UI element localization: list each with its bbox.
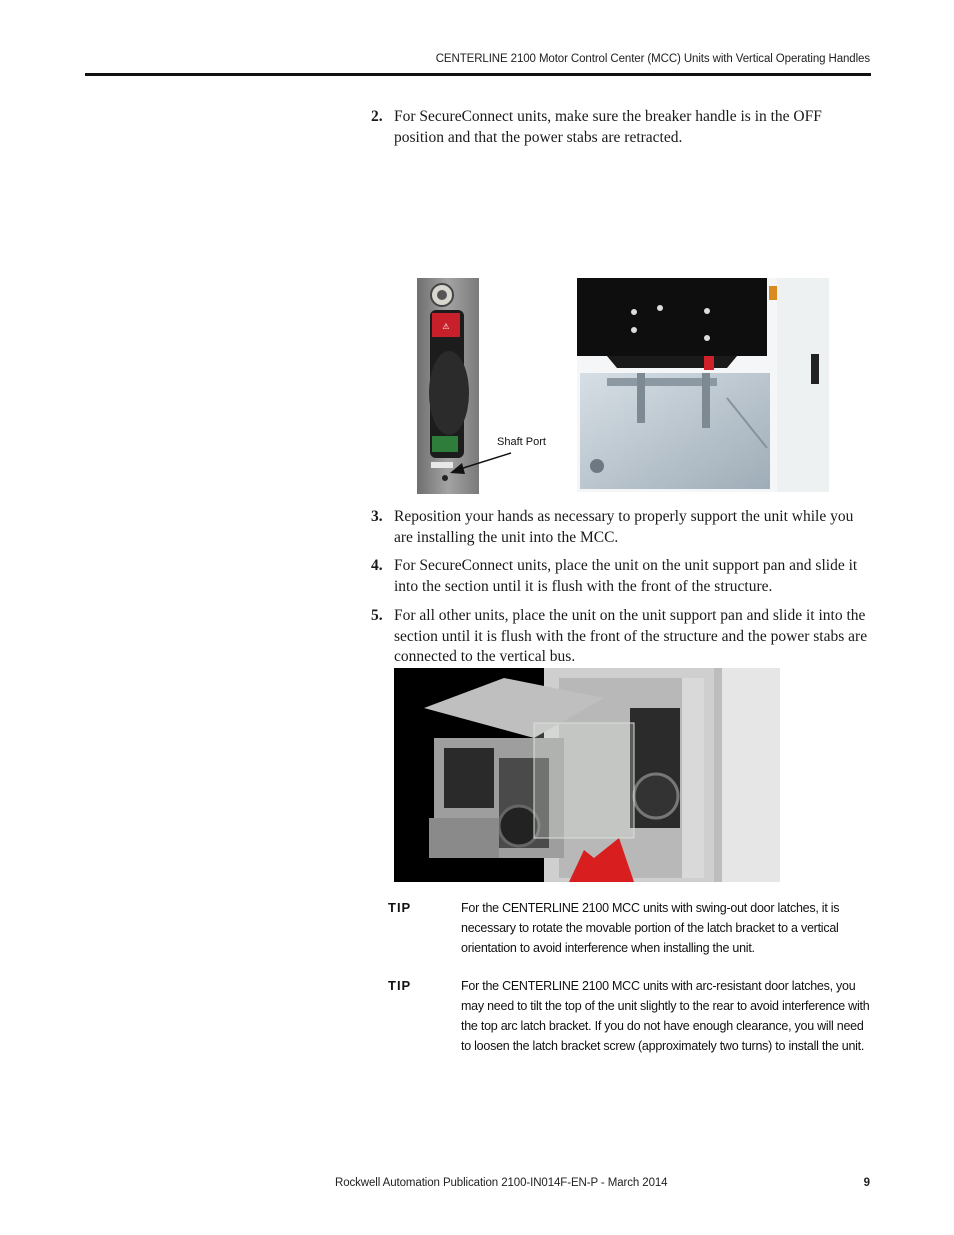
footer-publication: Rockwell Automation Publication 2100-IN014F-EN-P - March 2014	[335, 1177, 668, 1189]
step-4	[371, 556, 871, 597]
step-2	[371, 107, 871, 148]
unit-photo	[577, 278, 829, 492]
step-number: 3.	[371, 508, 383, 525]
tip-label: TIP	[388, 978, 412, 993]
step-number: 4.	[371, 557, 383, 574]
tip-text: For the CENTERLINE 2100 MCC units with arc-resistant door latches, you may need to tilt the top of the unit slightly to the rear to avoid interference with the top arc latch bracket. If you do not have enough clearance, you will need to loosen the latch bracket screw (approximately two turns) to install the unit.	[461, 979, 870, 1053]
page-number: 9	[863, 1177, 870, 1189]
step-text: Reposition your hands as necessary to properly support the unit while you are installing the unit into the MCC.	[394, 508, 854, 546]
shaft-port-callout: Shaft Port	[497, 436, 546, 448]
running-header: CENTERLINE 2100 Motor Control Center (MCC) Units with Vertical Operating Handles	[435, 53, 870, 65]
step-5	[371, 606, 871, 668]
step-number: 5.	[371, 607, 383, 624]
tip-label: TIP	[388, 900, 412, 915]
step-text: For SecureConnect units, place the unit on the unit support pan and slide it into the section until it is flush with the front of the structure.	[394, 557, 858, 595]
step-text: For SecureConnect units, make sure the breaker handle is in the OFF position and that the power stabs are retracted.	[394, 108, 822, 146]
step-number: 2.	[371, 108, 383, 125]
step-3	[371, 507, 871, 548]
header-rule	[85, 73, 871, 76]
svg-text:⚠: ⚠	[442, 322, 450, 331]
unit-insertion-illustration	[394, 668, 780, 882]
callout-arrow	[446, 450, 516, 476]
tip-text: For the CENTERLINE 2100 MCC units with swing-out door latches, it is necessary to rotate the movable portion of the latch bracket to a vertical orientation to avoid interference when installing the unit.	[461, 901, 840, 955]
step-text: For all other units, place the unit on the unit support pan and slide it into the section until it is flush with the front of the structure and the power stabs are connected to the vertical bus.	[394, 607, 868, 665]
